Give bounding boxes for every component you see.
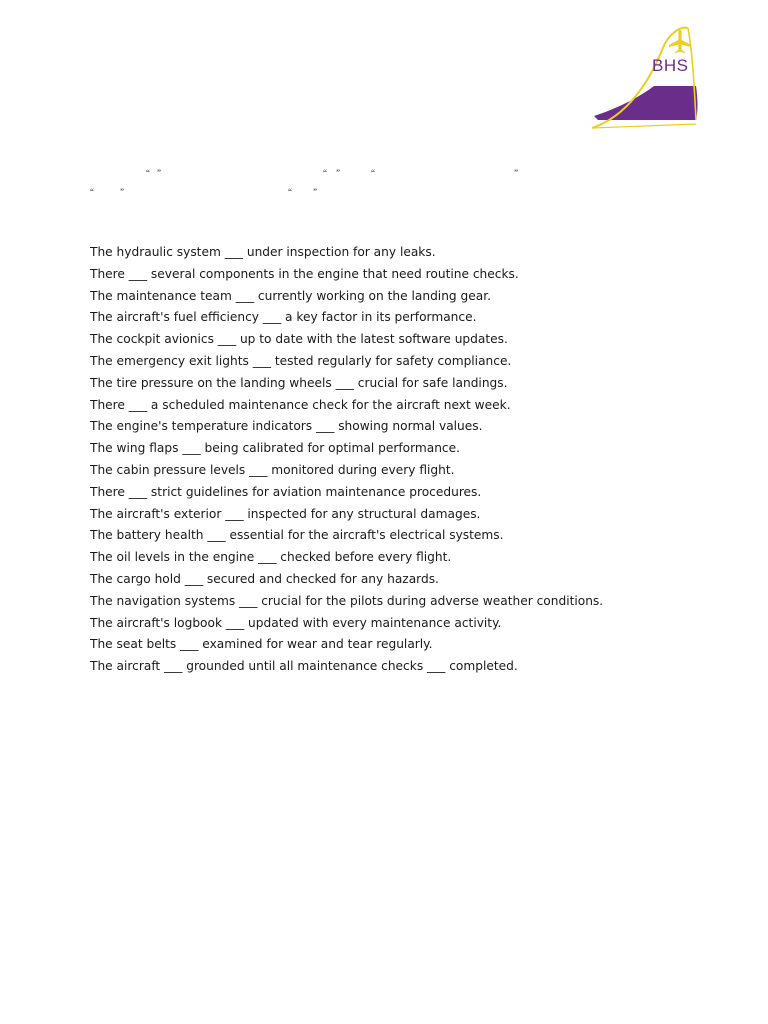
list-item: The seat belts ___ examined for wear and tear regularly. xyxy=(90,637,433,652)
list-item: There ___ a scheduled maintenance check for the aircraft next week. xyxy=(90,397,511,412)
quote-mark: “ xyxy=(288,187,292,197)
list-item: There ___ several components in the engine that need routine checks. xyxy=(90,266,519,281)
list-item: The cabin pressure levels ___ monitored during every flight. xyxy=(90,462,455,477)
quote-mark: “ xyxy=(90,187,94,197)
list-item: The wing flaps ___ being calibrated for optimal performance. xyxy=(90,441,461,456)
logo-letters: BHS xyxy=(652,56,689,75)
list-item: The navigation systems ___ crucial for the pilots during adverse weather conditions. xyxy=(90,593,604,608)
list-item: The tire pressure on the landing wheels ___ crucial for safe landings. xyxy=(90,375,508,390)
quote-mark: “ xyxy=(146,168,150,178)
quote-mark: ” xyxy=(336,168,340,178)
exercise-list xyxy=(90,243,603,679)
list-item: The maintenance team ___ currently working on the landing gear. xyxy=(90,288,491,303)
quote-mark: “ xyxy=(371,168,375,178)
list-item: The oil levels in the engine ___ checked before every flight. xyxy=(90,550,452,565)
list-item: There ___ strict guidelines for aviation maintenance procedures. xyxy=(90,484,482,499)
bhs-logo xyxy=(588,20,710,138)
list-item: The cockpit avionics ___ up to date with the latest software updates. xyxy=(90,332,508,347)
logo-baseline xyxy=(592,124,696,128)
list-item: The emergency exit lights ___ tested regularly for safety compliance. xyxy=(90,353,512,368)
list-item: The cargo hold ___ secured and checked for any hazards. xyxy=(90,571,439,586)
logo-tagline: English for Aviation xyxy=(636,114,676,119)
quote-mark: ” xyxy=(313,187,317,197)
list-item: The hydraulic system ___ under inspection for any leaks. xyxy=(90,245,436,259)
logo-graphic xyxy=(588,20,710,138)
quote-mark: ” xyxy=(157,168,161,178)
list-item: The aircraft's fuel efficiency ___ a key factor in its performance. xyxy=(90,310,477,325)
quote-mark: ” xyxy=(514,168,518,178)
list-item: The aircraft's exterior ___ inspected for any structural damages. xyxy=(90,506,481,521)
list-item: The engine's temperature indicators ___ showing normal values. xyxy=(90,419,483,434)
list-item: The battery health ___ essential for the aircraft's electrical systems. xyxy=(90,528,504,543)
list-item: The aircraft's logbook ___ updated with every maintenance activity. xyxy=(90,615,502,630)
quote-mark: “ xyxy=(323,168,327,178)
quote-mark: ” xyxy=(120,187,124,197)
list-item: The aircraft ___ grounded until all maintenance checks ___ completed. xyxy=(90,659,518,674)
